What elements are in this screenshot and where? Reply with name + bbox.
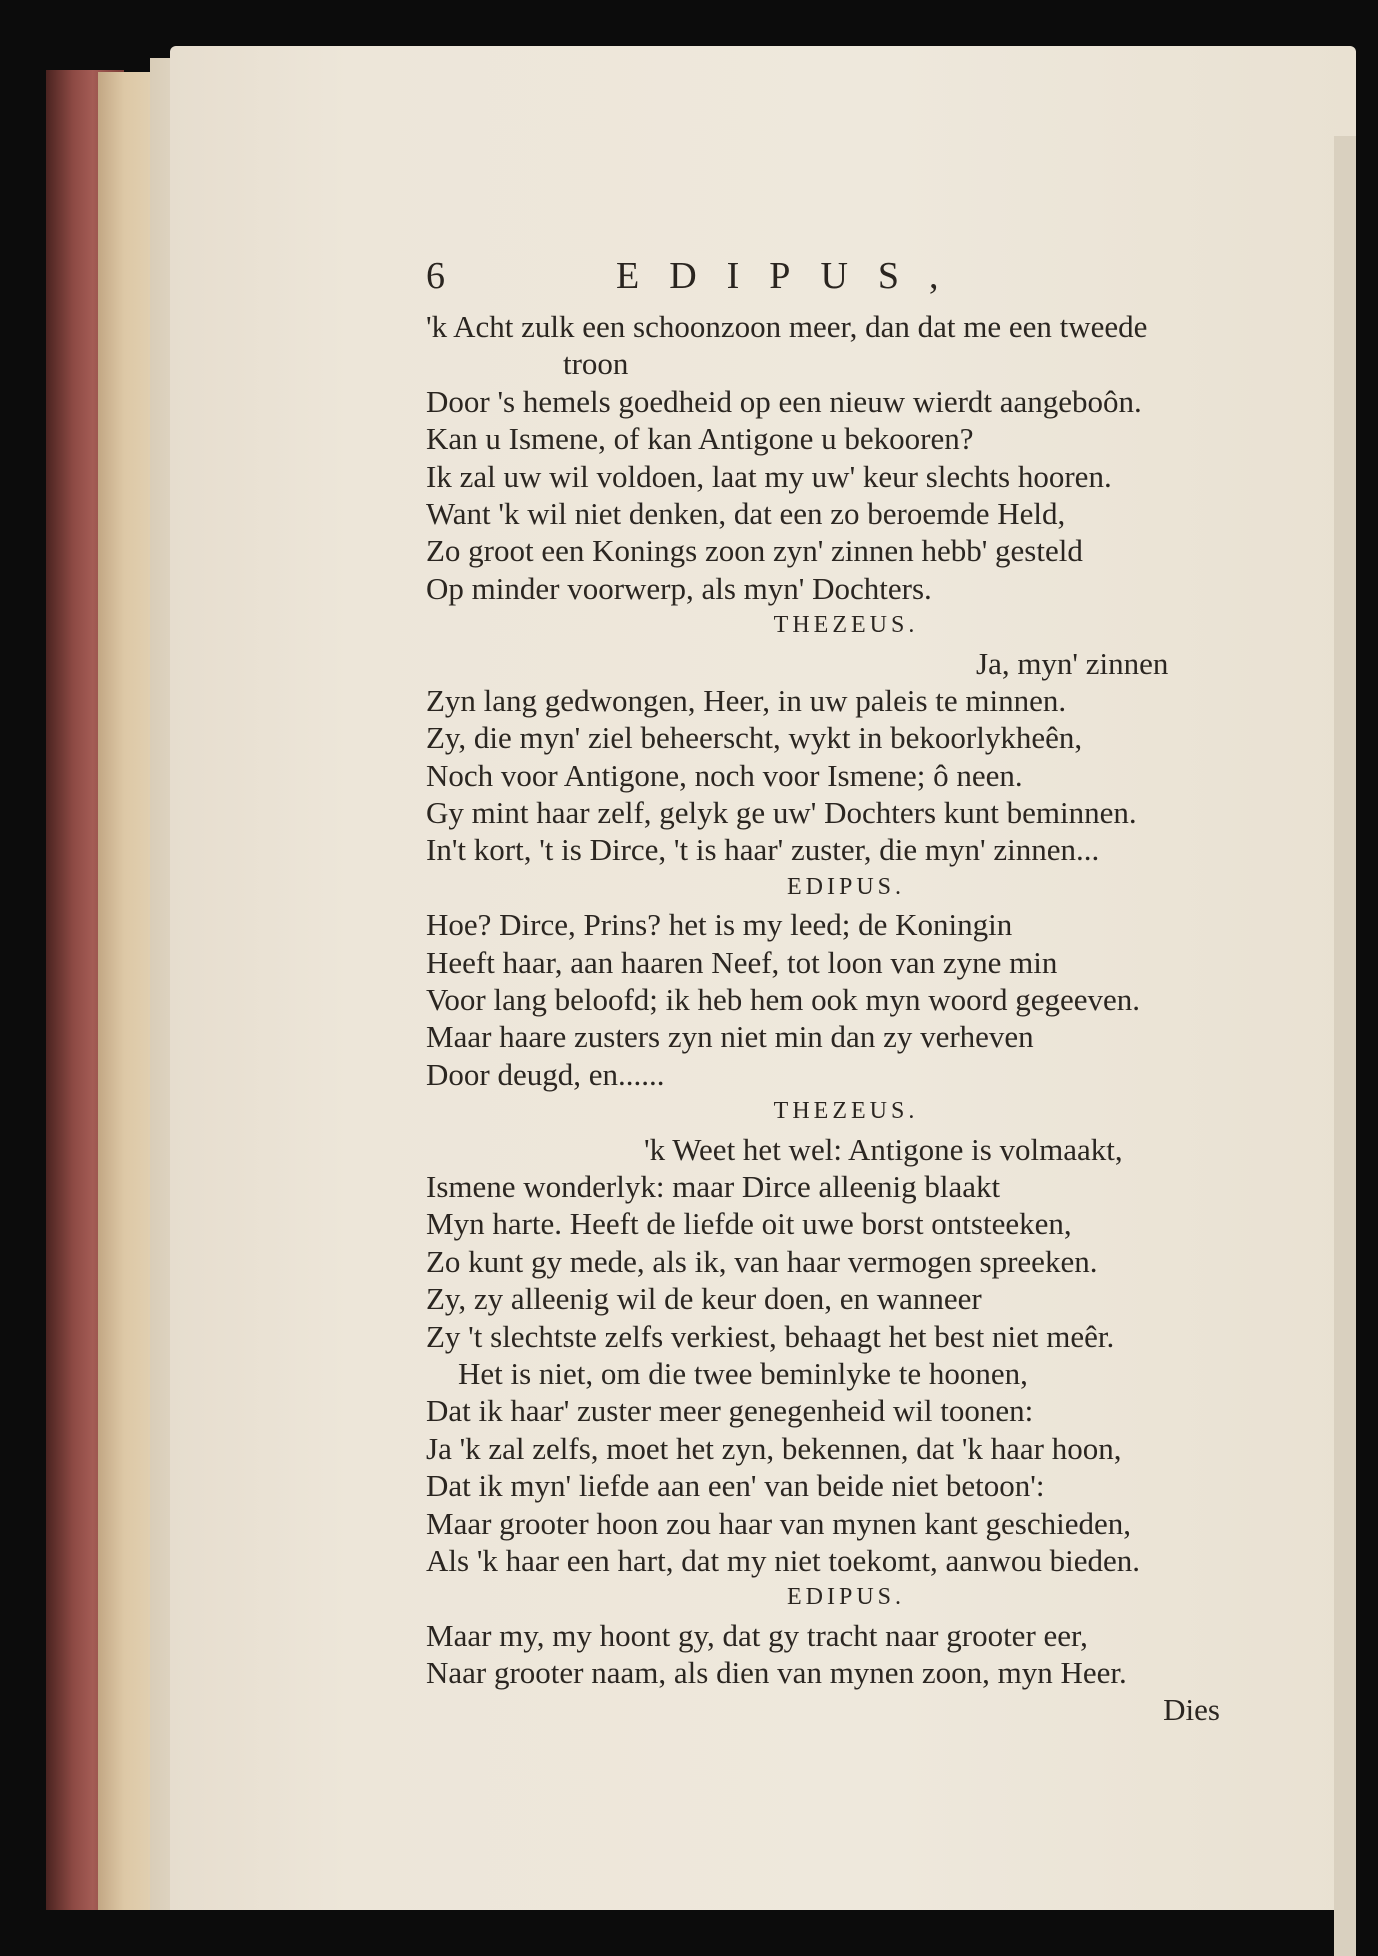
verse-turnover: troon: [563, 346, 629, 382]
verse-line: Zo groot een Konings zoon zyn' zinnen hebb' gesteld: [426, 533, 1083, 569]
verse-line: Naar grooter naam, als dien van mynen zoon, myn Heer.: [426, 1655, 1127, 1691]
verse-line: Ismene wonderlyk: maar Dirce alleenig blaakt: [426, 1168, 1001, 1204]
verse-line: Dat ik myn' liefde aan een' van beide niet betoon':: [426, 1468, 1045, 1504]
verse-line: Myn harte. Heeft de liefde oit uwe borst ontsteeken,: [426, 1206, 1072, 1242]
verse-line: Voor lang beloofd; ik heb hem ook myn woord gegeeven.: [426, 982, 1140, 1018]
verse-line: Gy mint haar zelf, gelyk ge uw' Dochters kunt beminnen.: [426, 795, 1137, 831]
page-header: [426, 254, 1046, 298]
verse-line: Als 'k haar een hart, dat my niet toekomt, aanwou bieden.: [426, 1542, 1141, 1578]
verse-line: Zy, die myn' ziel beheerscht, wykt in bekoorlykheên,: [426, 720, 1083, 756]
verse-line: Kan u Ismene, of kan Antigone u bekooren?: [426, 421, 974, 457]
verse-line: Heeft haar, aan haaren Neef, tot loon van zyne min: [426, 944, 1058, 980]
verse-line: In't kort, 't is Dirce, 't is haar' zuster, die myn' zinnen...: [426, 832, 1100, 868]
verse-line: Zy, zy alleenig wil de keur doen, en wanneer: [426, 1281, 982, 1317]
page-number: 6: [426, 255, 445, 297]
speaker-name: THEZEUS.: [773, 1098, 919, 1125]
verse-line: Ja 'k zal zelfs, moet het zyn, bekennen, dat 'k haar hoon,: [426, 1430, 1122, 1466]
verse-line: Zyn lang gedwongen, Heer, in uw paleis te minnen.: [426, 682, 1067, 718]
play-text: [426, 308, 1266, 1729]
catchword: Dies: [1163, 1692, 1220, 1728]
speaker-name: EDIPUS.: [786, 1584, 905, 1611]
verse-line: Door 's hemels goedheid op een nieuw wierdt aangeboôn.: [426, 383, 1142, 419]
speaker-name: EDIPUS.: [786, 873, 905, 900]
verse-line: 'k Acht zulk een schoonzoon meer, dan dat me een tweede: [426, 309, 1148, 344]
verse-line: Zo kunt gy mede, als ik, van haar vermogen spreeken.: [426, 1243, 1098, 1279]
verse-line: Maar my, my hoont gy, dat gy tracht naar grooter eer,: [426, 1617, 1088, 1653]
verse-line: Want 'k wil niet denken, dat een zo beroemde Held,: [426, 495, 1066, 531]
verse-line: Zy 't slechtste zelfs verkiest, behaagt het best niet meêr.: [426, 1318, 1115, 1354]
verse-line: Door deugd, en......: [426, 1056, 665, 1092]
verse-line: Hoe? Dirce, Prins? het is my leed; de Koningin: [426, 907, 1013, 943]
verse-line: Ik zal uw wil voldoen, laat my uw' keur slechts hooren.: [426, 458, 1112, 494]
verse-line: Maar haare zusters zyn niet min dan zy verheven: [426, 1019, 1034, 1055]
verse-half-line: 'k Weet het wel: Antigone is volmaakt,: [644, 1131, 1123, 1167]
verse-line: Maar grooter hoon zou haar van mynen kant geschieden,: [426, 1505, 1131, 1541]
verse-half-line: Ja, myn' zinnen: [976, 645, 1169, 681]
facing-page-edge: [1334, 136, 1356, 1956]
verse-line: Noch voor Antigone, noch voor Ismene; ô neen.: [426, 757, 1023, 793]
verse-line: Dat ik haar' zuster meer genegenheid wil toonen:: [426, 1393, 1034, 1429]
verse-paragraph-start: Het is niet, om die twee beminlyke te hoonen,: [458, 1355, 1028, 1391]
running-title: EDIPUS,: [616, 255, 969, 297]
verse-line: Op minder voorwerp, als myn' Dochters.: [426, 570, 932, 606]
speaker-name: THEZEUS.: [773, 612, 919, 639]
